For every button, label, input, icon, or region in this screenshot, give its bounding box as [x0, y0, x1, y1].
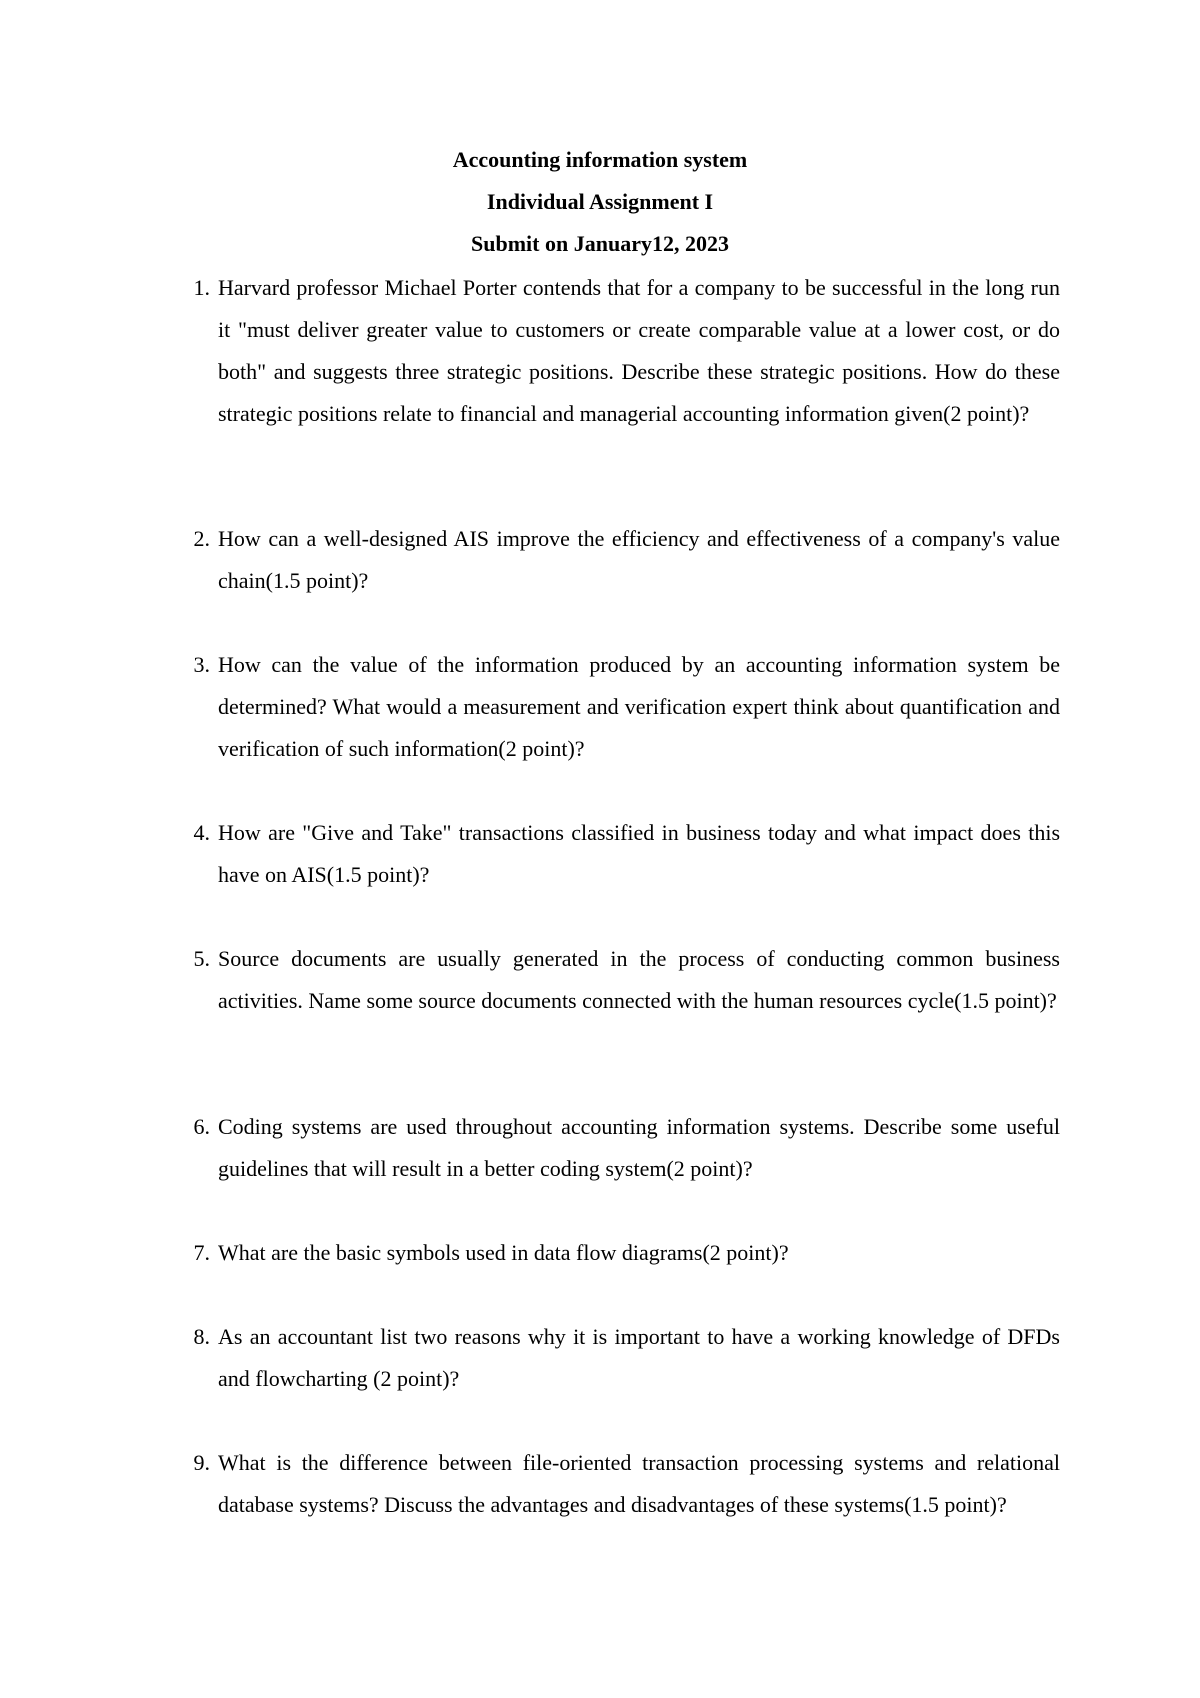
question-item [193, 644, 1060, 770]
question-item [193, 1316, 1060, 1400]
question-item [193, 267, 1060, 435]
question-number: 6. [193, 1114, 210, 1139]
question-text: As an accountant list two reasons why it is important to have a working knowledge of DFDs and flowcharting (2 point)? [218, 1324, 1060, 1391]
question-item [193, 1232, 1060, 1274]
question-item [193, 812, 1060, 896]
question-item [193, 1106, 1060, 1190]
due-date: Submit on January12, 2023 [471, 231, 729, 256]
question-number: 4. [193, 820, 210, 845]
question-number: 1. [193, 275, 210, 300]
question-text: How are "Give and Take" transactions classified in business today and what impact does this have on AIS(1.5 point)? [218, 820, 1060, 887]
question-number: 7. [193, 1240, 210, 1265]
question-item [193, 518, 1060, 602]
question-text: Coding systems are used throughout accounting information systems. Describe some useful guidelines that will result in a better coding system(2 point)? [218, 1114, 1060, 1181]
question-text: How can a well-designed AIS improve the efficiency and effectiveness of a company's value chain(1.5 point)? [218, 526, 1060, 593]
question-text: Source documents are usually generated in the process of conducting common business activities. Name some source documents connected with the human resources cycle(1.5 point)? [218, 946, 1060, 1013]
question-number: 5. [193, 946, 210, 971]
assignment-title: Individual Assignment I [486, 189, 714, 214]
course-title: Accounting information system [452, 147, 748, 172]
question-number: 8. [193, 1324, 210, 1349]
question-item [193, 938, 1060, 1022]
question-text: What are the basic symbols used in data flow diagrams(2 point)? [218, 1240, 789, 1265]
question-item [193, 1442, 1060, 1526]
question-text: Harvard professor Michael Porter contends that for a company to be successful in the long run it "must deliver greater value to customers or create comparable value at a lower cost, or do both" and suggests three strategic positions. Describe these strategic positions. How do these strategic positions relate to financial and managerial accounting information given(2 point)? [218, 275, 1060, 426]
question-number: 2. [193, 526, 210, 551]
question-text: How can the value of the information produced by an accounting information system be determined? What would a measurement and verification expert think about quantification and verification of such information(2 point)? [218, 652, 1060, 761]
question-number: 3. [193, 652, 210, 677]
question-text: What is the difference between file-oriented transaction processing systems and relational database systems? Discuss the advantages and disadvantages of these systems(1.5 point)? [218, 1450, 1060, 1517]
question-number: 9. [193, 1450, 210, 1475]
